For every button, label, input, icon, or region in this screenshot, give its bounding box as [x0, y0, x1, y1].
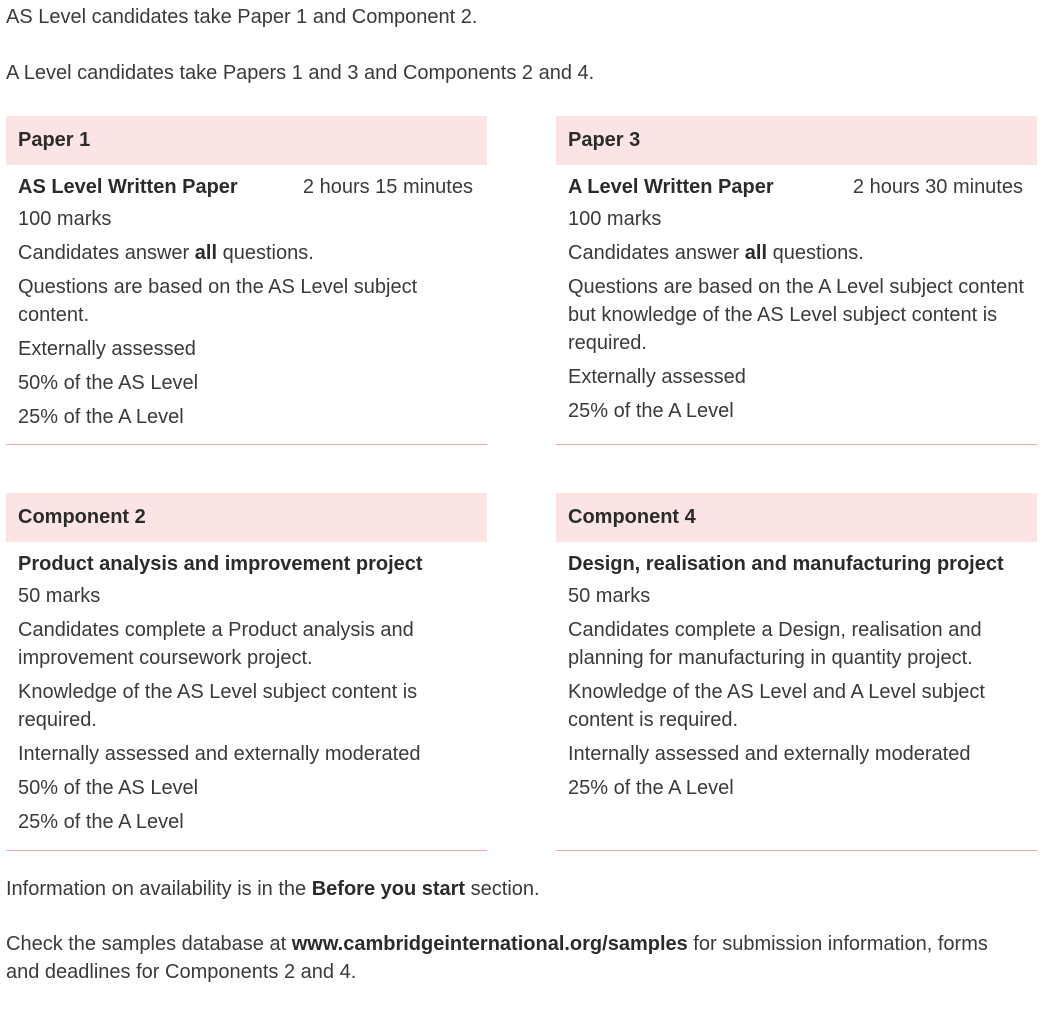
- card-title-row: [568, 552, 1025, 576]
- card-header: Component 2: [6, 493, 487, 542]
- card-title: Design, realisation and manufacturing project: [568, 553, 1004, 575]
- card-marks: 50 marks: [18, 585, 101, 607]
- card-assessment: Externally assessed: [18, 338, 196, 360]
- card-answer-rule: [568, 239, 1025, 267]
- card-weight-a: 25% of the A Level: [568, 777, 734, 799]
- card-content-basis: Questions are based on the A Level subject content but knowledge of the AS Level subject content is required.: [568, 276, 1024, 354]
- card-task: Candidates complete a Design, realisation and planning for manufacturing in quantity project.: [568, 619, 982, 669]
- card-body: [556, 542, 1037, 851]
- card-title-row: [18, 175, 475, 199]
- card-title: AS Level Written Paper: [18, 176, 238, 198]
- card-header: Component 4: [556, 493, 1037, 542]
- card-assessment: Internally assessed and externally moderated: [18, 743, 421, 765]
- card-weight-a: 25% of the A Level: [568, 400, 734, 422]
- samples-url[interactable]: www.cambridgeinternational.org/samples: [291, 933, 688, 955]
- card-content-basis: Questions are based on the AS Level subject content.: [18, 276, 418, 326]
- answer-emphasis: all: [194, 242, 218, 264]
- card-assessment: Externally assessed: [568, 366, 746, 388]
- intro-a-level: A Level candidates take Papers 1 and 3 and Components 2 and 4.: [6, 62, 595, 84]
- availability-prefix: Information on availability is in the: [6, 878, 312, 900]
- samples-prefix: Check the samples database at: [6, 933, 292, 955]
- card-answer-rule: [18, 239, 475, 267]
- paper-3-card: [556, 116, 1037, 445]
- card-marks: 100 marks: [18, 208, 112, 230]
- card-title: Product analysis and improvement project: [18, 553, 423, 575]
- card-duration: 2 hours 15 minutes: [302, 176, 473, 198]
- availability-suffix: section.: [465, 878, 540, 900]
- component-4-card: [556, 493, 1037, 851]
- availability-note: [6, 875, 540, 903]
- samples-note: [6, 930, 1006, 986]
- card-header: Paper 1: [6, 116, 487, 165]
- card-assessment: Internally assessed and externally moderated: [568, 743, 971, 765]
- answer-emphasis: all: [744, 242, 768, 264]
- card-knowledge: Knowledge of the AS Level and A Level subject content is required.: [568, 681, 985, 731]
- card-marks: 100 marks: [568, 208, 662, 230]
- card-task: Candidates complete a Product analysis and improvement coursework project.: [18, 619, 414, 669]
- card-weight-a: 25% of the A Level: [18, 406, 184, 428]
- intro-as-level: AS Level candidates take Paper 1 and Component 2.: [6, 6, 478, 28]
- card-knowledge: Knowledge of the AS Level subject content is required.: [18, 681, 418, 731]
- card-body: [6, 542, 487, 851]
- card-body: [6, 165, 487, 445]
- card-header: Paper 3: [556, 116, 1037, 165]
- answer-suffix: questions.: [217, 242, 314, 264]
- card-weight-a: 25% of the A Level: [18, 811, 184, 833]
- card-marks: 50 marks: [568, 585, 651, 607]
- card-body: [556, 165, 1037, 445]
- card-weight-as: 50% of the AS Level: [18, 777, 199, 799]
- paper-1-card: [6, 116, 487, 445]
- answer-prefix: Candidates answer: [568, 242, 745, 264]
- card-title-row: [568, 175, 1025, 199]
- component-2-card: [6, 493, 487, 851]
- answer-prefix: Candidates answer: [18, 242, 195, 264]
- before-you-start-reference: Before you start: [311, 878, 466, 900]
- samples-suffix: for submission information, forms and deadlines for Components 2 and 4.: [6, 933, 988, 983]
- card-title: A Level Written Paper: [568, 176, 774, 198]
- answer-suffix: questions.: [767, 242, 864, 264]
- card-weight-as: 50% of the AS Level: [18, 372, 199, 394]
- card-title-row: [18, 552, 475, 576]
- card-duration: 2 hours 30 minutes: [852, 176, 1023, 198]
